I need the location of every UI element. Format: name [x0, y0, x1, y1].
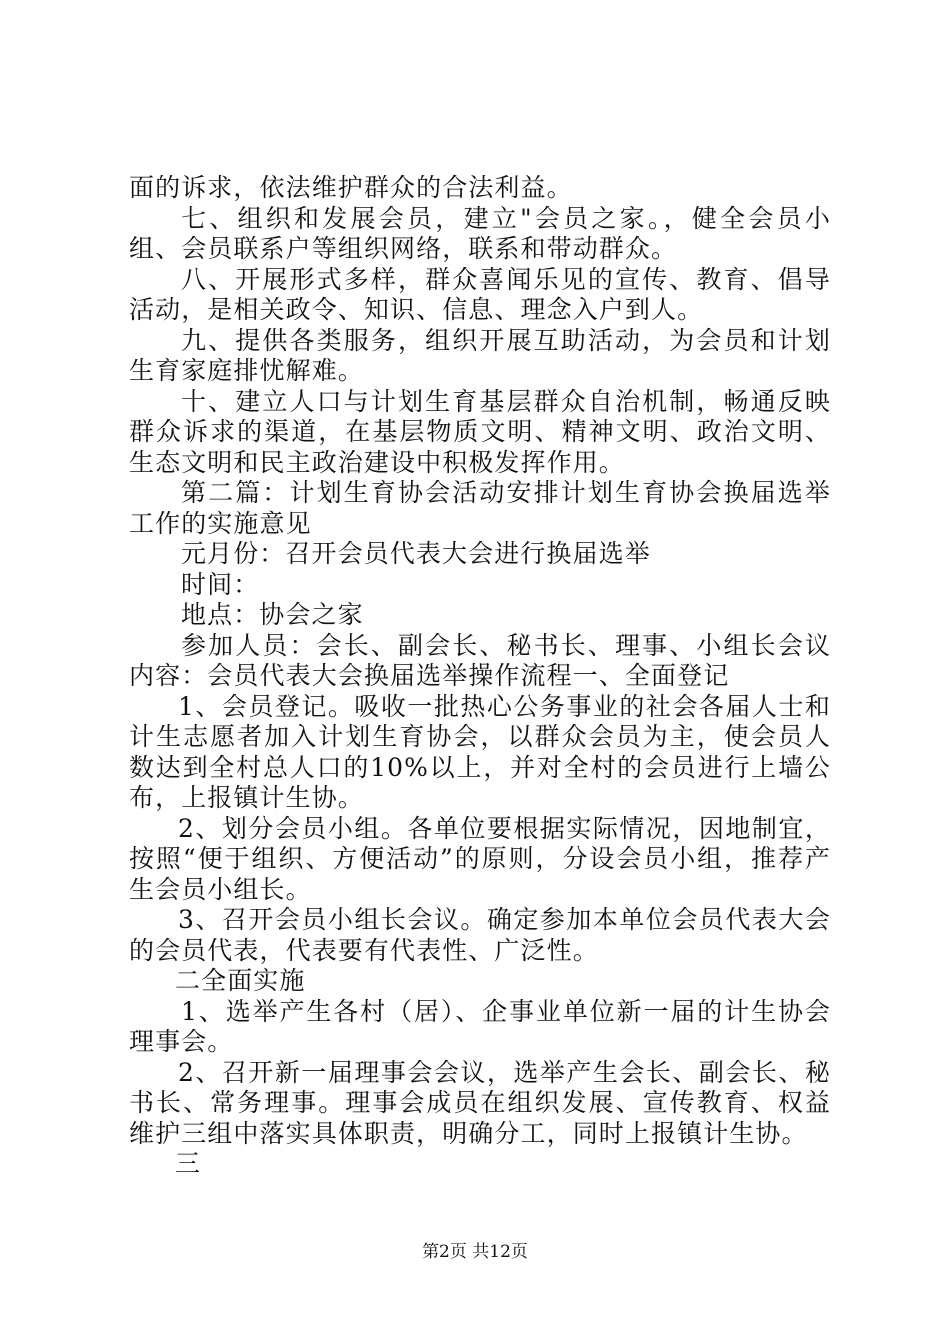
- paragraph-subheading-implement: 二全面实施: [175, 966, 306, 995]
- paragraph-item-8: 八、开展形式多样，群众喜闻乐见的宣传、教育、倡导活动，是相关政令、知识、信息、理念入户到人。: [129, 264, 831, 324]
- document-body: [129, 173, 831, 1180]
- paragraph-month: 元月份：召开会员代表大会进行换届选举: [181, 539, 651, 568]
- paragraph-attendees: 参加人员：会长、副会长、秘书长、理事、小组长会议内容：会员代表大会换届选举操作流程一、全面登记: [129, 630, 831, 690]
- paragraph-implement-2: 2、召开新一届理事会会议，选举产生会长、副会长、秘书长、常务理事。理事会成员在组织发展、宣传教育、权益维护三组中落实具体职责，明确分工，同时上报镇计生协。: [129, 1057, 831, 1148]
- paragraph-item-7: 七、组织和发展会员，建立"会员之家。，健全会员小组、会员联系户等组织网络，联系和带动群众。: [129, 203, 831, 263]
- paragraph-implement-1: 1、选举产生各村（居）、企事业单位新一届的计生协会理事会。: [129, 996, 831, 1056]
- page-number-footer: 第2页 共12页: [422, 1242, 528, 1262]
- paragraph-step-1-register: 1、会员登记。吸收一批热心公务事业的社会各届人士和计生志愿者加入计划生育协会，以群众会员为主，使会员人数达到全村总人口的10%以上，并对全村的会员进行上墙公布，上报镇计生协。: [129, 691, 831, 812]
- paragraph-time: 时间：: [181, 569, 260, 599]
- section-heading: 第二篇：计划生育协会活动安排计划生育协会换届选举工作的实施意见: [129, 478, 831, 538]
- paragraph-location: 地点：协会之家: [181, 600, 364, 629]
- paragraph-step-2-groups: 2、划分会员小组。各单位要根据实际情况，因地制宜，按照“便于组织、方便活动”的原则，分设会员小组，推荐产生会员小组长。: [129, 813, 831, 904]
- paragraph-subheading-three: 三: [175, 1149, 202, 1178]
- paragraph-step-3-meeting: 3、召开会员小组长会议。确定参加本单位会员代表大会的会员代表，代表要有代表性、广泛性。: [129, 905, 831, 965]
- paragraph-continuation: 面的诉求，依法维护群众的合法利益。: [129, 173, 573, 202]
- paragraph-item-10: 十、建立人口与计划生育基层群众自治机制，畅通反映群众诉求的渠道，在基层物质文明、精神文明、政治文明、生态文明和民主政治建设中积极发挥作用。: [129, 386, 831, 477]
- paragraph-item-9: 九、提供各类服务，组织开展互助活动，为会员和计划生育家庭排忧解难。: [129, 325, 831, 385]
